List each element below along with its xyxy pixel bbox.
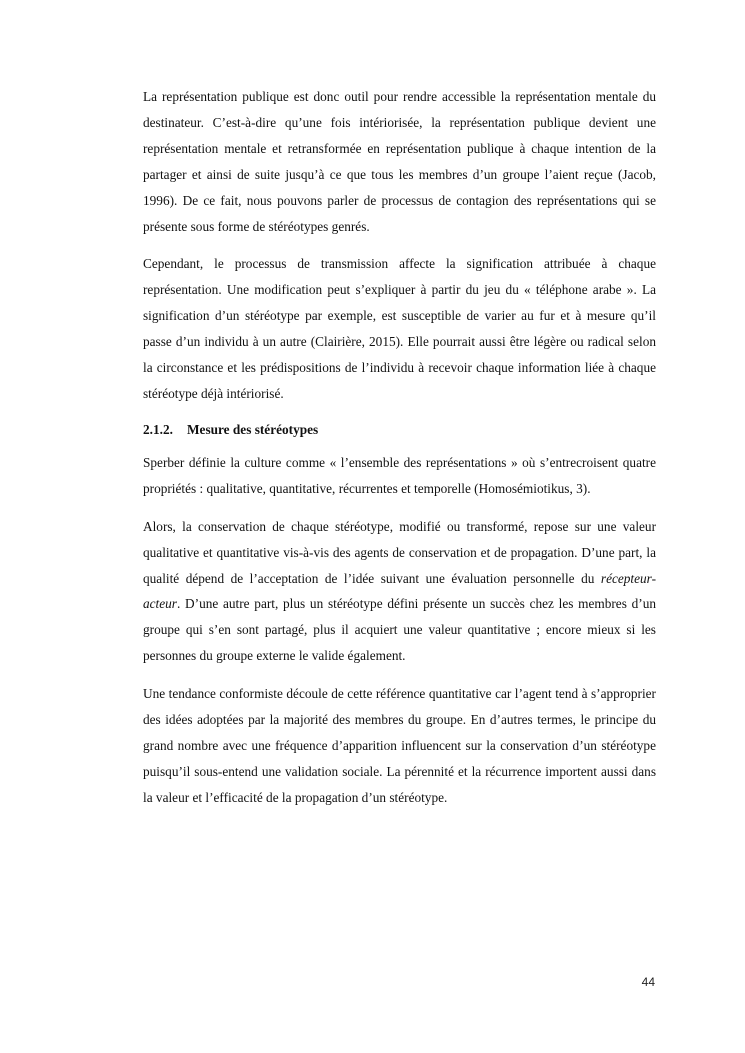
section-title: Mesure des stéréotypes — [187, 421, 319, 437]
section-number: 2.1.2. — [143, 421, 173, 437]
conservation-text-start: Alors, la conservation de chaque stéréotype, modifié ou transformé, repose sur une valeur qualitative et quantitative vis-à-vis des agents de conservation et de propagation. D’une part, la qualité dépend de l’acceptation de l’idée suivant une évaluation personnelle du — [143, 518, 656, 586]
page-number: 44 — [641, 975, 655, 989]
paragraph-transmission: Cependant, le processus de transmission affecte la signification attribuée à chaque représentation. Une modification peut s’expliquer à partir du jeu du « téléphone arabe ». La signification d’un stéréotype par exemple, est susceptible de varier au fur et à mesure qu’il passe d’un individu à un autre (Clairière, 2015). Elle pourrait aussi être légère ou radical selon la circonstance et les prédispositions de l’individu à recevoir chaque information liée à chaque stéréotype déjà intériorisé. — [143, 256, 656, 401]
section-heading — [143, 419, 656, 441]
document-page — [143, 84, 656, 823]
conservation-text-end: . D’une autre part, plus un stéréotype défini présente un succès chez les membres d’un groupe qui s’en sont partagé, plus il acquiert une valeur quantitative ; encore mieux si les personnes du groupe externe le valide également. — [143, 596, 656, 664]
paragraph-conformist: Une tendance conformiste découle de cette référence quantitative car l’agent tend à s’approprier des idées adoptées par la majorité des membres du groupe. En d’autres termes, le principe du grand nombre avec une fréquence d’apparition influencent sur la conservation d’un stéréotype puisqu’il sous-entend une validation sociale. La pérennité et la récurrence importent aussi dans la valeur et l’efficacité de la propagation d’un stéréotype. — [143, 686, 656, 805]
paragraph-culture: Sperber définie la culture comme « l’ensemble des représentations » où s’entrecroisent quatre propriétés : qualitative, quantitative, récurrentes et temporelle (Homosémiotikus, 3). — [143, 454, 656, 496]
paragraph-public-representation: La représentation publique est donc outil pour rendre accessible la représentation mentale du destinateur. C’est-à-dire qu’une fois intériorisée, la représentation publique devient une représentation mentale et retransformée en représentation publique à chaque intention de la partager et ainsi de suite jusqu’à ce que tous les membres d’un groupe l’aient reçue (Jacob, 1996). De ce fait, nous pouvons parler de processus de contagion des représentations qui se présente sous forme de stéréotypes genrés. — [143, 89, 656, 234]
paragraph-conservation — [143, 514, 656, 669]
italic-term: récepteur-acteur — [143, 570, 656, 612]
